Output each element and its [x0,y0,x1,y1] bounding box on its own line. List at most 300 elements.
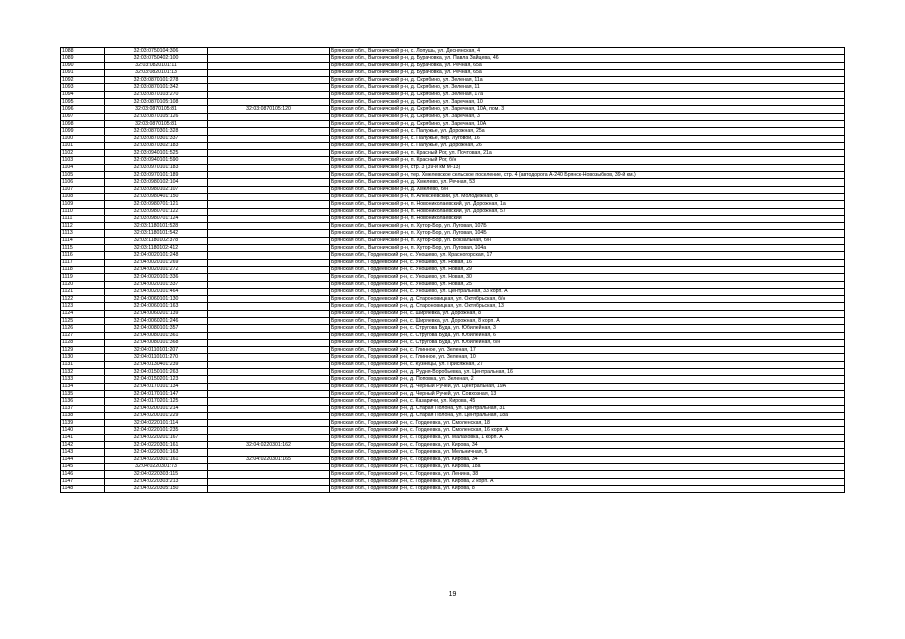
address-cell: Брянская обл., Гордеевский р-н, с. Уношево, ул. Новая, 30 [330,274,845,281]
cadastral-number-cell: 32:04:0020101:248 [105,252,208,259]
row-number-cell: 1128 [61,339,105,346]
address-cell: Брянская обл., Гордеевский р-н, с. Гордеевка, ул. Кирова, 34 [330,442,845,449]
address-cell: Брянская обл., Гордеевский р-н, с. Гордеевка, ул. Кирова, 2 корп. А [330,478,845,485]
cadastral-number-cell: 32:03:0870105:126 [105,113,208,120]
related-cadastral-number-cell [208,449,330,456]
address-cell: Брянская обл., Выгоничский р-н, п. Хутор-Бор, ул. Луговая, 104Б [330,230,845,237]
row-number-cell: 1093 [61,84,105,91]
related-cadastral-number-cell [208,150,330,157]
related-cadastral-number-cell [208,485,330,492]
address-cell: Брянская обл., Выгоничский р-н, с. Лопушь, ул. Деснянская, 4 [330,48,845,55]
cadastral-number-cell: 32:03:1180102:378 [105,237,208,244]
table-row [61,471,845,478]
cadastral-number-cell: 32:04:0060101:163 [105,303,208,310]
cadastral-number-cell: 32:03:0820101:11 [105,62,208,69]
related-cadastral-number-cell [208,84,330,91]
address-cell: Брянская обл., Выгоничский р-н, тер. Хмелевское сельское поселение, стр. 4 (автодорога А-240 Брянск-Новозыбков, 39-й км.) [330,172,845,179]
cadastral-number-cell: 32:03:0980701:122 [105,208,208,215]
row-number-cell: 1089 [61,55,105,62]
table-row [61,398,845,405]
related-cadastral-number-cell [208,164,330,171]
related-cadastral-number-cell [208,245,330,252]
related-cadastral-number-cell [208,99,330,106]
row-number-cell: 1110 [61,208,105,215]
address-cell: Брянская обл., Выгоничский р-н, д. Бурачовка, ул. Речная, 65а [330,62,845,69]
related-cadastral-number-cell [208,288,330,295]
table-row [61,405,845,412]
table-row [61,427,845,434]
row-number-cell: 1113 [61,230,105,237]
related-cadastral-number-cell [208,420,330,427]
related-cadastral-number-cell [208,193,330,200]
table-row [61,442,845,449]
row-number-cell: 1138 [61,412,105,419]
address-cell: Брянская обл., Гордеевский р-н, д. Черный Ручей, ул. Совхозная, 13 [330,390,845,397]
address-cell: Брянская обл., Выгоничский р-н, д. Бурачовка, ул. Павла Зайцева, 46 [330,55,845,62]
row-number-cell: 1102 [61,150,105,157]
related-cadastral-number-cell [208,354,330,361]
related-cadastral-number-cell: 32:03:0870105:120 [208,106,330,113]
address-cell: Брянская обл., Гордеевский р-н, д. Черный Ручей, ул. Центральная, 19А [330,383,845,390]
cadastral-number-cell: 32:04:0220301:73 [105,463,208,470]
cadastral-number-cell: 32:03:0750402:100 [105,55,208,62]
cadastral-number-cell: 32:04:0220201:167 [105,434,208,441]
row-number-cell: 1117 [61,259,105,266]
registry-table-body [61,48,845,493]
table-row [61,354,845,361]
cadastral-number-cell: 32:04:0200101:214 [105,405,208,412]
cadastral-number-cell: 32:03:0870301:337 [105,135,208,142]
row-number-cell: 1106 [61,179,105,186]
cadastral-number-cell: 32:04:0080101:368 [105,339,208,346]
related-cadastral-number-cell [208,296,330,303]
row-number-cell: 1146 [61,471,105,478]
table-row [61,201,845,208]
table-row [61,113,845,120]
cadastral-number-cell: 32:04:0220305:150 [105,485,208,492]
row-number-cell: 1139 [61,420,105,427]
row-number-cell: 1107 [61,186,105,193]
row-number-cell: 1097 [61,113,105,120]
table-row [61,434,845,441]
row-number-cell: 1125 [61,317,105,324]
related-cadastral-number-cell [208,427,330,434]
table-row [61,135,845,142]
table-row [61,48,845,55]
row-number-cell: 1122 [61,296,105,303]
address-cell: Брянская обл., Гордеевский р-н, с. Глинное, ул. Зеленая, 10 [330,354,845,361]
table-row [61,420,845,427]
row-number-cell: 1121 [61,288,105,295]
row-number-cell: 1090 [61,62,105,69]
table-row [61,128,845,135]
cadastral-number-cell: 32:04:0020101:337 [105,281,208,288]
address-cell: Брянская обл., Выгоничский р-н, п. Красный Рог, б/н [330,157,845,164]
address-cell: Брянская обл., Гордеевский р-н, с. Гордеевка, ул. Мельничная, 5 [330,449,845,456]
row-number-cell: 1147 [61,478,105,485]
address-cell: Брянская обл., Выгоничский р-н, д. Скрябино, ул. Заречная, 10А [330,120,845,127]
related-cadastral-number-cell [208,91,330,98]
row-number-cell: 1137 [61,405,105,412]
cadastral-number-cell: 32:03:0980701:121 [105,201,208,208]
address-cell: Брянская обл., Гордеевский р-н, с. Гордеевка, ул. Кирова, 34 [330,456,845,463]
table-row [61,317,845,324]
related-cadastral-number-cell [208,259,330,266]
related-cadastral-number-cell [208,135,330,142]
table-row [61,77,845,84]
related-cadastral-number-cell [208,398,330,405]
related-cadastral-number-cell [208,223,330,230]
row-number-cell: 1144 [61,456,105,463]
address-cell: Брянская обл., Выгоничский р-н, с. Палужье, ул. Дорожная, 25а [330,128,845,135]
table-row [61,288,845,295]
related-cadastral-number-cell [208,142,330,149]
address-cell: Брянская обл., Выгоничский р-н, п. Новониколаевский, ул. Дорожная, 1а [330,201,845,208]
address-cell: Брянская обл., Гордеевский р-н, д. Староновицкая, ул. Октябрьская, б/н [330,296,845,303]
table-row [61,361,845,368]
related-cadastral-number-cell [208,478,330,485]
table-row [61,383,845,390]
related-cadastral-number-cell [208,332,330,339]
address-cell: Брянская обл., Выгоничский р-н, п. Хутор-Бор, ул. Луговая, 107Б [330,223,845,230]
row-number-cell: 1104 [61,164,105,171]
related-cadastral-number-cell [208,463,330,470]
table-row [61,449,845,456]
row-number-cell: 1111 [61,215,105,222]
related-cadastral-number-cell [208,412,330,419]
cadastral-number-cell: 32:03:0870302:183 [105,142,208,149]
address-cell: Брянская обл., Выгоничский р-н, с. Палужье, пер. Луговой, 16 [330,135,845,142]
related-cadastral-number-cell [208,48,330,55]
row-number-cell: 1140 [61,427,105,434]
related-cadastral-number-cell [208,186,330,193]
row-number-cell: 1148 [61,485,105,492]
address-cell: Брянская обл., Выгоничский р-н, п. Новониколаевский, ул. Дорожная, 57 [330,208,845,215]
cadastral-number-cell: 32:04:0060201:246 [105,317,208,324]
table-row [61,223,845,230]
related-cadastral-number-cell [208,201,330,208]
cadastral-number-cell: 32:04:0220303:213 [105,478,208,485]
address-cell: Брянская обл., Выгоничский р-н, п. Хутор-Бор, ул. Вокзальная, б/н [330,237,845,244]
row-number-cell: 1094 [61,91,105,98]
row-number-cell: 1123 [61,303,105,310]
table-row [61,259,845,266]
cadastral-number-cell: 32:03:0820101:13 [105,69,208,76]
row-number-cell: 1136 [61,398,105,405]
table-row [61,91,845,98]
cadastral-number-cell: 32:04:0220303:115 [105,471,208,478]
cadastral-number-cell: 32:04:0080101:361 [105,332,208,339]
cadastral-number-cell: 32:04:0020101:336 [105,274,208,281]
row-number-cell: 1100 [61,135,105,142]
table-row [61,142,845,149]
cadastral-number-cell: 32:04:0130401:239 [105,361,208,368]
related-cadastral-number-cell [208,303,330,310]
table-row [61,266,845,273]
row-number-cell: 1098 [61,120,105,127]
address-cell: Брянская обл., Гордеевский р-н, с. Стругова Буда, ул. Юбилейная, 3 [330,325,845,332]
cadastral-number-cell: 32:04:0020101:269 [105,259,208,266]
related-cadastral-number-cell [208,252,330,259]
table-row [61,186,845,193]
related-cadastral-number-cell [208,128,330,135]
address-cell: Брянская обл., Гордеевский р-н, д. Старая Полона, ул. Центральная, 31 [330,405,845,412]
row-number-cell: 1112 [61,223,105,230]
table-row [61,237,845,244]
address-cell: Брянская обл., Гордеевский р-н, с. Казаричи, ул. Кирова, 45 [330,398,845,405]
address-cell: Брянская обл., Гордеевский р-н, с. Стругова Буда, ул. Юбилейная, б/н [330,339,845,346]
related-cadastral-number-cell [208,369,330,376]
table-row [61,478,845,485]
related-cadastral-number-cell [208,230,330,237]
address-cell: Брянская обл., Гордеевский р-н, с. Гордеевка, ул. Кирова, 8 [330,485,845,492]
cadastral-number-cell: 32:03:0870103:270 [105,91,208,98]
address-cell: Брянская обл., Выгоничский р-н, с. Палужье, ул. Дорожная, 26 [330,142,845,149]
table-row [61,310,845,317]
table-row [61,303,845,310]
row-number-cell: 1142 [61,442,105,449]
address-cell: Брянская обл., Выгоничский р-н, п. Хутор-Бор, ул. Луговая, 104а [330,245,845,252]
cadastral-number-cell: 32:03:1180102:412 [105,245,208,252]
table-row [61,325,845,332]
related-cadastral-number-cell [208,317,330,324]
address-cell: Брянская обл., Гордеевский р-н, с. Уношево, ул. Центральная, 33 корп. А [330,288,845,295]
cadastral-number-cell: 32:03:0870105:81 [105,120,208,127]
related-cadastral-number-cell [208,215,330,222]
table-row [61,106,845,113]
cadastral-number-cell: 32:03:0870105:81 [105,106,208,113]
row-number-cell: 1145 [61,463,105,470]
cadastral-number-cell: 32:03:1180101:542 [105,230,208,237]
cadastral-number-cell: 32:04:0220101:235 [105,427,208,434]
cadastral-number-cell: 32:03:0870101:342 [105,84,208,91]
table-row [61,296,845,303]
cadastral-number-cell: 32:04:0170201:125 [105,398,208,405]
table-row [61,412,845,419]
related-cadastral-number-cell [208,62,330,69]
row-number-cell: 1108 [61,193,105,200]
address-cell: Брянская обл., Гордеевский р-н, с. Ширяевка, ул. Дорожная, 8 корп. А [330,317,845,324]
address-cell: Брянская обл., Выгоничский р-н, д. Скрябино, ул. Заречная, 10А, пом. 3 [330,106,845,113]
address-cell: Брянская обл., Гордеевский р-н, с. Глинное, ул. Зеленая, 17 [330,347,845,354]
row-number-cell: 1115 [61,245,105,252]
cadastral-number-cell: 32:03:0870101:278 [105,77,208,84]
address-cell: Брянская обл., Гордеевский р-н, д. Староновицкая, ул. Октябрьская, 13 [330,303,845,310]
table-row [61,215,845,222]
address-cell: Брянская обл., Выгоничский р-н, д. Хмелево, б/н [330,186,845,193]
table-row [61,62,845,69]
address-cell: Брянская обл., Гордеевский р-н, с. Уношево, ул. Новая, 29 [330,266,845,273]
cadastral-number-cell: 32:04:0220301:161 [105,456,208,463]
page-number: 19 [448,591,457,598]
address-cell: Брянская обл., Гордеевский р-н, с. Гордеевка, ул. Ленина, 38 [330,471,845,478]
related-cadastral-number-cell [208,237,330,244]
row-number-cell: 1126 [61,325,105,332]
row-number-cell: 1143 [61,449,105,456]
table-row [61,172,845,179]
related-cadastral-number-cell [208,434,330,441]
table-row [61,157,845,164]
table-row [61,230,845,237]
cadastral-number-cell: 32:04:0150101:263 [105,369,208,376]
cadastral-number-cell: 32:03:0980102:104 [105,179,208,186]
row-number-cell: 1096 [61,106,105,113]
row-number-cell: 1099 [61,128,105,135]
row-number-cell: 1092 [61,77,105,84]
row-number-cell: 1101 [61,142,105,149]
address-cell: Брянская обл., Гордеевский р-н, с. Гордеевка, ул. Малаховка, 1 корп. А [330,434,845,441]
cadastral-number-cell: 32:04:0110101:270 [105,354,208,361]
address-cell: Брянская обл., Выгоничский р-н, д. Хмелево, ул. Речная, 53 [330,179,845,186]
address-cell: Брянская обл., Гордеевский р-н, с. Гордеевка, ул. Смоленская, 16 корп. А [330,427,845,434]
row-number-cell: 1119 [61,274,105,281]
table-row [61,150,845,157]
cadastral-number-cell: 32:04:0170101:147 [105,390,208,397]
row-number-cell: 1130 [61,354,105,361]
row-number-cell: 1129 [61,347,105,354]
cadastral-number-cell: 32:03:0980102:107 [105,186,208,193]
table-row [61,193,845,200]
table-row [61,99,845,106]
table-row [61,252,845,259]
related-cadastral-number-cell [208,376,330,383]
cadastral-number-cell: 32:04:0080101:357 [105,325,208,332]
cadastral-number-cell: 32:03:0970101:189 [105,172,208,179]
address-cell: Брянская обл., Гордеевский р-н, с. Гордеевка, ул. Кирова, 18а [330,463,845,470]
related-cadastral-number-cell [208,77,330,84]
related-cadastral-number-cell [208,361,330,368]
related-cadastral-number-cell [208,383,330,390]
related-cadastral-number-cell [208,405,330,412]
address-cell: Брянская обл., Выгоничский р-н, д. Скрябино, ул. Зеленая, 11 [330,84,845,91]
related-cadastral-number-cell [208,208,330,215]
related-cadastral-number-cell [208,390,330,397]
table-row [61,84,845,91]
table-row [61,69,845,76]
row-number-cell: 1133 [61,376,105,383]
table-row [61,179,845,186]
cadastral-number-cell: 32:03:1180101:528 [105,223,208,230]
table-row [61,456,845,463]
cadastral-number-cell: 32:03:0940101:590 [105,157,208,164]
table-row [61,164,845,171]
cadastral-number-cell: 32:04:0200101:229 [105,412,208,419]
address-cell: Брянская обл., Гордеевский р-н, с. Уношево, ул. Красногорская, 17 [330,252,845,259]
address-cell: Брянская обл., Гордеевский р-н, д. Рудня-Воробьевка, ул. Центральная, 16 [330,369,845,376]
address-cell: Брянская обл., Выгоничский р-н, д. Бурачовка, ул. Речная, 65а [330,69,845,76]
table-row [61,339,845,346]
related-cadastral-number-cell [208,471,330,478]
cadastral-number-cell: 32:04:0220301:163 [105,449,208,456]
row-number-cell: 1103 [61,157,105,164]
row-number-cell: 1135 [61,390,105,397]
table-row [61,332,845,339]
registry-table [60,47,845,493]
table-row [61,347,845,354]
related-cadastral-number-cell [208,274,330,281]
table-row [61,120,845,127]
address-cell: Брянская обл., Выгоничский р-н, п. Красный Рог, ул. Почтовая, 21а [330,150,845,157]
cadastral-number-cell: 32:04:0220301:161 [105,442,208,449]
cadastral-number-cell: 32:03:0940101:525 [105,150,208,157]
cadastral-number-cell: 32:03:0870301:328 [105,128,208,135]
related-cadastral-number-cell: 32:04:0220301:165 [208,456,330,463]
address-cell: Брянская обл., Выгоничский р-н, д. Скрябино, ул. Заречная, 10 [330,99,845,106]
row-number-cell: 1105 [61,172,105,179]
related-cadastral-number-cell [208,339,330,346]
address-cell: Брянская обл., Выгоничский р-н, д. Скрябино, ул. Зеленая, 17а [330,91,845,98]
related-cadastral-number-cell [208,347,330,354]
related-cadastral-number-cell [208,266,330,273]
row-number-cell: 1114 [61,237,105,244]
table-row [61,274,845,281]
row-number-cell: 1118 [61,266,105,273]
related-cadastral-number-cell [208,172,330,179]
row-number-cell: 1088 [61,48,105,55]
table-row [61,281,845,288]
cadastral-number-cell: 32:03:0870105:108 [105,99,208,106]
cadastral-number-cell: 32:03:0970101:183 [105,164,208,171]
address-cell: Брянская обл., Гордеевский р-н, с. Кузнецы, ул. Присяжная, 27 [330,361,845,368]
cadastral-number-cell: 32:04:0150201:123 [105,376,208,383]
table-row [61,369,845,376]
row-number-cell: 1127 [61,332,105,339]
cadastral-number-cell: 32:03:0980401:150 [105,193,208,200]
table-row [61,245,845,252]
related-cadastral-number-cell [208,120,330,127]
related-cadastral-number-cell [208,325,330,332]
address-cell: Брянская обл., Выгоничский р-н, п. Новониколаевский [330,215,845,222]
cadastral-number-cell: 32:04:0060201:139 [105,310,208,317]
address-cell: Брянская обл., Гордеевский р-н, с. Уношево, ул. Новая, 25 [330,281,845,288]
address-cell: Брянская обл., Выгоничский р-н, стр. 3 (39-й км М-13) [330,164,845,171]
row-number-cell: 1091 [61,69,105,76]
row-number-cell: 1116 [61,252,105,259]
cadastral-number-cell: 32:04:0170101:134 [105,383,208,390]
table-row [61,463,845,470]
row-number-cell: 1141 [61,434,105,441]
related-cadastral-number-cell [208,281,330,288]
table-row [61,376,845,383]
related-cadastral-number-cell [208,113,330,120]
related-cadastral-number-cell [208,179,330,186]
row-number-cell: 1109 [61,201,105,208]
address-cell: Брянская обл., Выгоничский р-н, д. Скрябино, ул. Зеленая, 11а [330,77,845,84]
cadastral-number-cell: 32:03:0980701:124 [105,215,208,222]
cadastral-number-cell: 32:04:0020101:464 [105,288,208,295]
table-row [61,390,845,397]
address-cell: Брянская обл., Гордеевский р-н, с. Уношево, ул. Новая, 16 [330,259,845,266]
cadastral-number-cell: 32:03:0750104:306 [105,48,208,55]
address-cell: Брянская обл., Гордеевский р-н, с. Гордеевка, ул. Смоленская, 18 [330,420,845,427]
table-row [61,485,845,492]
address-cell: Брянская обл., Гордеевский р-н, с. Ширяевка, ул. Дорожная, 8 [330,310,845,317]
address-cell: Брянская обл., Гордеевский р-н, д. Старая Полона, ул. Центральная, 18а [330,412,845,419]
row-number-cell: 1132 [61,369,105,376]
address-cell: Брянская обл., Гордеевский р-н, с. Стругова Буда, ул. Юбилейная, 6 [330,332,845,339]
table-row [61,55,845,62]
row-number-cell: 1120 [61,281,105,288]
address-cell: Брянская обл., Выгоничский р-н, п. Алексеевский, ул. Молодежная, 8 [330,193,845,200]
row-number-cell: 1124 [61,310,105,317]
row-number-cell: 1134 [61,383,105,390]
cadastral-number-cell: 32:04:0020101:272 [105,266,208,273]
related-cadastral-number-cell [208,310,330,317]
address-cell: Брянская обл., Выгоничский р-н, д. Скрябино, ул. Заречная, 3 [330,113,845,120]
cadastral-number-cell: 32:04:0220101:114 [105,420,208,427]
cadastral-number-cell: 32:04:0060101:130 [105,296,208,303]
related-cadastral-number-cell: 32:04:0220301:162 [208,442,330,449]
